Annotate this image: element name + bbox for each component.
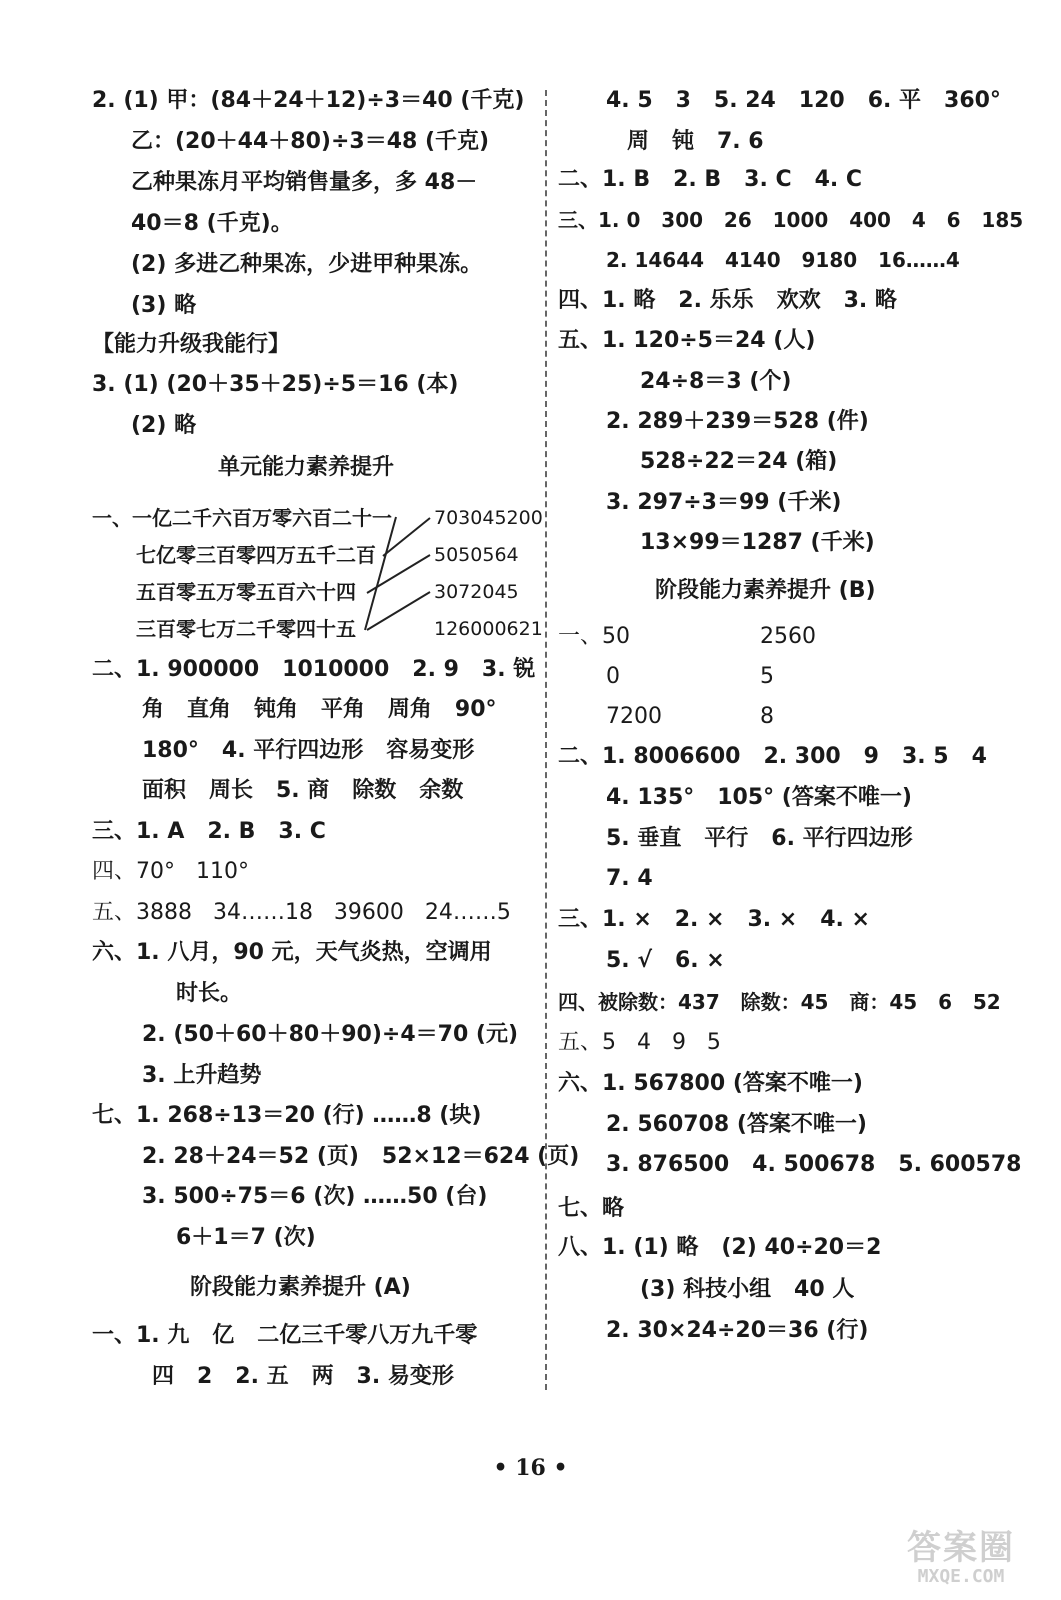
answer-line: 4. 5 3 5. 24 120 6. 平 360° — [606, 88, 1001, 113]
answer-line: 5. 垂直 平行 6. 平行四边形 — [606, 826, 913, 851]
answer-line: 7200 — [606, 704, 662, 729]
answer-line: 六、1. 八月，90 元，天气炎热，空调用 — [92, 940, 492, 965]
answer-line: 3. 上升趋势 — [142, 1063, 262, 1088]
answer-line: 七、略 — [558, 1196, 625, 1221]
answer-line: 角 直角 钝角 平角 周角 90° — [142, 697, 497, 722]
watermark-url: MXQE.COM — [917, 1566, 1005, 1587]
answer-line: 2. (1) 甲：(84＋24＋12)÷3＝40 (千克) — [92, 88, 525, 113]
answer-line: 40＝8 (千克)。 — [131, 211, 293, 236]
section-title: 阶段能力素养提升 (A) — [190, 1275, 411, 1300]
answer-line: 3. 297÷3＝99 (千米) — [606, 490, 842, 515]
answer-line: 五、3888 34……18 39600 24……5 — [92, 900, 511, 925]
section-title: 阶段能力素养提升 (B) — [655, 578, 876, 603]
answer-line: 8 — [760, 704, 774, 729]
match-number: 126000621 — [434, 618, 543, 640]
answer-line: (3) 略 — [131, 293, 197, 318]
answer-line: 528÷22＝24 (箱) — [640, 449, 838, 474]
match-number: 703045200 — [434, 507, 543, 529]
answer-line: 三、1. A 2. B 3. C — [92, 819, 326, 844]
answer-line: (2) 略 — [131, 413, 197, 438]
page-number: • 16 • — [493, 1455, 568, 1481]
answer-line: 面积 周长 5. 商 除数 余数 — [142, 778, 464, 803]
answer-line: 3. (1) (20＋35＋25)÷5＝16 (本) — [92, 372, 459, 397]
answer-line: 时长。 — [176, 981, 243, 1006]
answer-line: 6＋1＝7 (次) — [176, 1225, 316, 1250]
match-item: 三百零七万二千零四十五 — [136, 617, 356, 641]
answer-line: 2. (50＋60＋80＋90)÷4＝70 (元) — [142, 1022, 519, 1047]
match-number: 5050564 — [434, 544, 519, 566]
answer-line: 周 钝 7. 6 — [627, 129, 764, 154]
match-connector — [365, 517, 396, 630]
answer-line: 一、50 — [558, 624, 630, 649]
answer-line: 乙种果冻月平均销售量多，多 48－ — [131, 170, 478, 195]
match-connector — [367, 592, 430, 630]
answer-line: 2. 289＋239＝528 (件) — [606, 409, 869, 434]
watermark-title: 答案圈 — [907, 1528, 1015, 1568]
answer-line: 二、1. B 2. B 3. C 4. C — [558, 167, 863, 192]
match-item: 五百零五万零五百六十四 — [136, 580, 356, 604]
match-connector — [367, 555, 430, 593]
match-item: 一、一亿二千六百万零六百二十一 — [92, 506, 392, 530]
answer-line: 三、1. 0 300 26 1000 400 4 6 185 — [558, 208, 1024, 232]
answer-line: 四、被除数：437 除数：45 商：45 6 52 — [558, 990, 1001, 1014]
answer-line: 13×99＝1287 (千米) — [640, 530, 875, 555]
answer-line: 2. 560708 (答案不唯一) — [606, 1112, 867, 1137]
answer-line: (3) 科技小组 40 人 — [640, 1277, 855, 1302]
answer-line: 180° 4. 平行四边形 容易变形 — [142, 738, 475, 763]
section-heading: 【能力升级我能行】 — [92, 332, 291, 357]
answer-line: 0 — [606, 664, 620, 689]
answer-line: 二、1. 900000 1010000 2. 9 3. 锐 — [92, 657, 536, 682]
answer-line: 2. 28＋24＝52 (页) 52×12＝624 (页) — [142, 1144, 580, 1169]
answer-line: 7. 4 — [606, 866, 653, 891]
answer-line: 一、1. 九 亿 二亿三千零八万九千零 — [92, 1323, 478, 1348]
watermark-logo — [881, 1530, 1041, 1590]
answer-line: 3. 500÷75＝6 (次) ……50 (台) — [142, 1184, 488, 1209]
answer-line: 乙：(20＋44＋80)÷3＝48 (千克) — [131, 129, 490, 154]
answer-line: 六、1. 567800 (答案不唯一) — [558, 1071, 863, 1096]
answer-line: 四、1. 略 2. 乐乐 欢欢 3. 略 — [558, 288, 897, 313]
answer-line: 五、1. 120÷5＝24 (人) — [558, 328, 816, 353]
answer-line: 八、1. (1) 略 (2) 40÷20＝2 — [558, 1235, 882, 1260]
answer-line: 2. 30×24÷20＝36 (行) — [606, 1318, 869, 1343]
answer-line: 4. 135° 105° (答案不唯一) — [606, 785, 912, 810]
answer-line: 5 — [760, 664, 774, 689]
answer-line: 24÷8＝3 (个) — [640, 369, 792, 394]
section-title: 单元能力素养提升 — [218, 455, 395, 480]
answer-line: 四 2 2. 五 两 3. 易变形 — [152, 1364, 454, 1389]
column-divider — [545, 90, 547, 1390]
answer-line: 四、70° 110° — [92, 859, 249, 884]
match-number: 3072045 — [434, 581, 519, 603]
answer-line: 三、1. × 2. × 3. × 4. × — [558, 907, 870, 932]
answer-line: 5. √ 6. × — [606, 948, 725, 973]
answer-line: (2) 多进乙种果冻，少进甲种果冻。 — [131, 252, 483, 277]
match-item: 七亿零三百零四万五千二百 — [136, 543, 376, 567]
answer-line: 二、1. 8006600 2. 300 9 3. 5 4 — [558, 744, 987, 769]
answer-line: 2560 — [760, 624, 816, 649]
answer-line: 2. 14644 4140 9180 16……4 — [606, 248, 960, 272]
answer-line: 五、5 4 9 5 — [558, 1030, 721, 1055]
answer-line: 3. 876500 4. 500678 5. 600578 — [606, 1152, 1022, 1177]
answer-line: 七、1. 268÷13＝20 (行) ……8 (块) — [92, 1103, 482, 1128]
